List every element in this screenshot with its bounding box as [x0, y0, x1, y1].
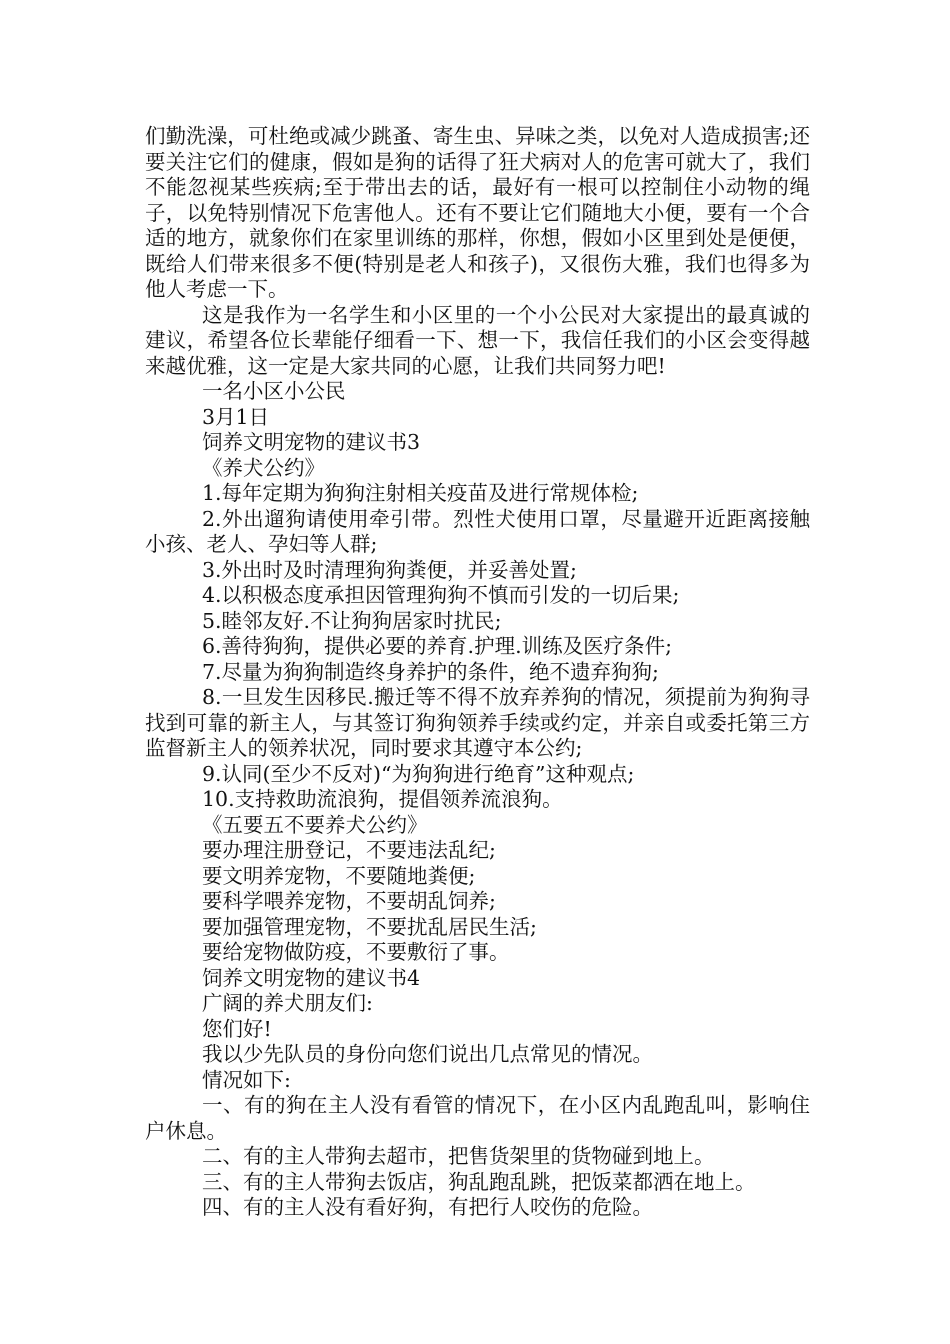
document-body — [145, 124, 810, 1221]
paragraph: 我以少先队员的身份向您们说出几点常见的情况。 — [202, 1042, 653, 1066]
paragraph: 一名小区小公民 — [202, 379, 346, 403]
paragraph: 您们好! — [202, 1016, 272, 1041]
paragraph: 要加强管理宠物，不要扰乱居民生活; — [202, 914, 537, 939]
paragraph: 4.以积极态度承担因管理狗狗不慎而引发的一切后果; — [202, 583, 680, 607]
paragraph: 们勤洗澡，可杜绝或减少跳蚤、寄生虫、异味之类，以免对人造成损害;还要关注它们的健康，假如是狗的话得了狂犬病对人的危害可就大了，我们不能忽视某些疾病;至于带出去的话，最好有一根可以控制住小动物的绳子，以免特别情况下危害他人。还有不要让它们随地大小便，要有一个合适的地方，就象你们在家里训练的那样，你想，假如小区里到处是便便，既给人们带来很多不便(特别是老人和孩子)，又很伤大雅，我们也得多为他人考虑一下。 — [145, 124, 810, 301]
paragraph: 3月1日 — [202, 404, 270, 429]
paragraph: 情况如下: — [202, 1067, 291, 1092]
paragraph: 《五要五不要养犬公约》 — [202, 812, 428, 837]
paragraph: 10.支持救助流浪狗，提倡领养流浪狗。 — [202, 787, 563, 811]
paragraph: 6.善待狗狗，提供必要的养育.护理.训练及医疗条件; — [202, 634, 672, 658]
paragraph: 三、有的主人带狗去饭店，狗乱跑乱跳，把饭菜都洒在地上。 — [202, 1169, 756, 1194]
paragraph: 一、有的狗在主人没有看管的情况下，在小区内乱跑乱叫，影响住户休息。 — [145, 1093, 810, 1143]
paragraph: 要办理注册登记，不要违法乱纪; — [202, 838, 496, 862]
paragraph: 二、有的主人带狗去超市，把售货架里的货物碰到地上。 — [202, 1144, 715, 1168]
paragraph: 5.睦邻友好.不让狗狗居家时扰民; — [202, 608, 502, 633]
paragraph: 这是我作为一名学生和小区里的一个小公民对大家提出的最真诚的建议，希望各位长辈能仔细看一下、想一下，我信任我们的小区会变得越来越优雅，这一定是大家共同的心愿，让我们共同努力吧! — [145, 302, 810, 378]
paragraph: 饲养文明宠物的建议书4 — [202, 965, 421, 990]
paragraph: 饲养文明宠物的建议书3 — [202, 430, 421, 454]
paragraph: 9.认同(至少不反对)“为狗狗进行绝育”这种观点; — [202, 761, 635, 786]
paragraph: 《养犬公约》 — [202, 455, 325, 480]
paragraph: 要科学喂养宠物，不要胡乱饲养; — [202, 889, 496, 913]
paragraph: 广阔的养犬朋友们: — [202, 991, 373, 1015]
paragraph: 四、有的主人没有看好狗，有把行人咬伤的危险。 — [202, 1195, 653, 1219]
paragraph: 2.外出遛狗请使用牵引带。烈性犬使用口罩，尽量避开近距离接触小孩、老人、孕妇等人群; — [145, 506, 810, 556]
paragraph: 8.一旦发生因移民.搬迁等不得不放弃养狗的情况，须提前为狗狗寻找到可靠的新主人，与其签订狗狗领养手续或约定，并亲自或委托第三方监督新主人的领养状况，同时要求其遵守本公约; — [145, 685, 810, 760]
paragraph: 要给宠物做防疫，不要敷衍了事。 — [202, 940, 510, 964]
paragraph: 要文明养宠物，不要随地粪便; — [202, 863, 476, 888]
paragraph: 1.每年定期为狗狗注射相关疫苗及进行常规体检; — [202, 481, 639, 505]
paragraph: 3.外出时及时清理狗狗粪便，并妥善处置; — [202, 557, 577, 582]
paragraph: 7.尽量为狗狗制造终身养护的条件，绝不遗弃狗狗; — [202, 659, 659, 684]
